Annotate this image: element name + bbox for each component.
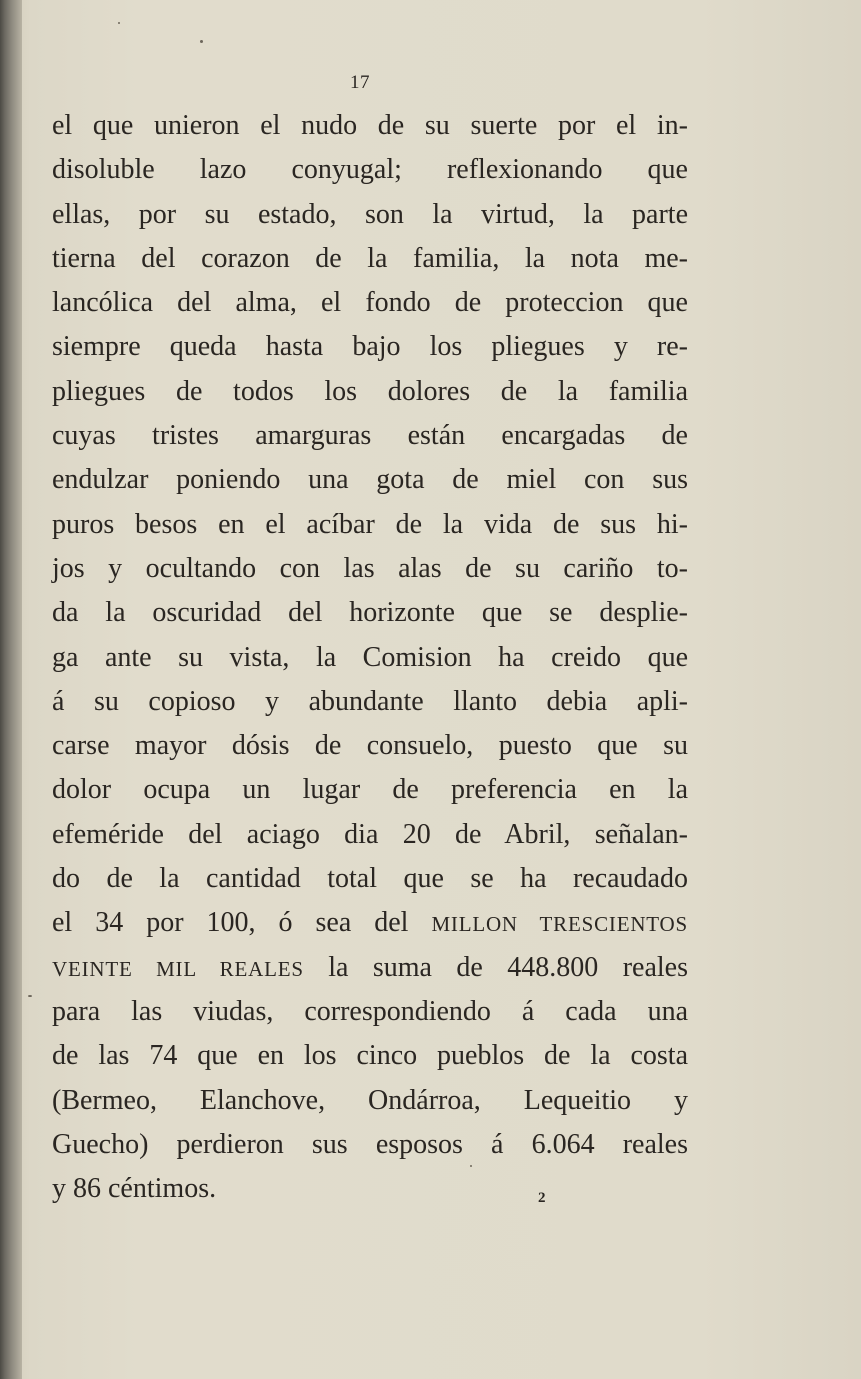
signature-mark: 2 xyxy=(538,1190,546,1206)
text-line: endulzar poniendo una gota de miel con sus xyxy=(52,464,688,496)
text-line: á su copioso y abundante llanto debia apli- xyxy=(52,685,688,717)
text-line: puros besos en el acíbar de la vida de sus hi- xyxy=(52,508,688,540)
text-line: carse mayor dósis de consuelo, puesto que su xyxy=(52,730,688,762)
text-run: el 34 por 100, ó sea del xyxy=(52,907,432,939)
text-line: y 86 céntimos. xyxy=(52,1173,217,1205)
page-number: 17 xyxy=(350,72,370,93)
text-line: dolor ocupa un lugar de preferencia en la xyxy=(52,774,688,806)
text-line: disoluble lazo conyugal; reflexionando que xyxy=(52,154,688,186)
body-text xyxy=(52,104,688,1211)
text-line: el que unieron el nudo de su suerte por el in- xyxy=(52,110,688,141)
small-caps-run: MILLON TRESCIENTOS xyxy=(431,912,688,937)
paper-speck xyxy=(28,995,32,997)
text-line: Guecho) perdieron sus esposos á 6.064 reales xyxy=(52,1128,688,1160)
text-line: ellas, por su estado, son la virtud, la parte xyxy=(52,198,688,230)
text-line: da la oscuridad del horizonte que se desplie- xyxy=(52,597,688,629)
book-binding-edge xyxy=(0,0,22,1379)
text-line: (Bermeo, Elanchove, Ondárroa, Lequeitio y xyxy=(52,1084,688,1116)
text-line: efeméride del aciago dia 20 de Abril, señalan- xyxy=(52,818,688,850)
text-run: la suma de 448.800 reales xyxy=(303,951,688,983)
text-line: para las viudas, correspondiendo á cada una xyxy=(52,995,688,1027)
text-line: tierna del corazon de la familia, la nota me- xyxy=(52,242,688,274)
text-line: cuyas tristes amarguras están encargadas de xyxy=(52,420,688,452)
paper-speck xyxy=(470,1165,472,1167)
text-line: siempre queda hasta bajo los pliegues y re- xyxy=(52,331,688,363)
text-line: pliegues de todos los dolores de la familia xyxy=(52,375,688,407)
text-line xyxy=(52,901,688,945)
text-line: jos y ocultando con las alas de su cariño to- xyxy=(52,552,688,584)
text-line: de las 74 que en los cinco pueblos de la costa xyxy=(52,1040,688,1072)
text-line: do de la cantidad total que se ha recaudado xyxy=(52,863,688,895)
paper-speck xyxy=(118,22,120,24)
small-caps-run: VEINTE MIL REALES xyxy=(52,956,304,981)
text-line: ga ante su vista, la Comision ha creido que xyxy=(52,641,688,673)
text-line xyxy=(52,946,688,990)
text-line: lancólica del alma, el fondo de proteccion que xyxy=(52,287,688,319)
paper-speck xyxy=(200,40,203,43)
